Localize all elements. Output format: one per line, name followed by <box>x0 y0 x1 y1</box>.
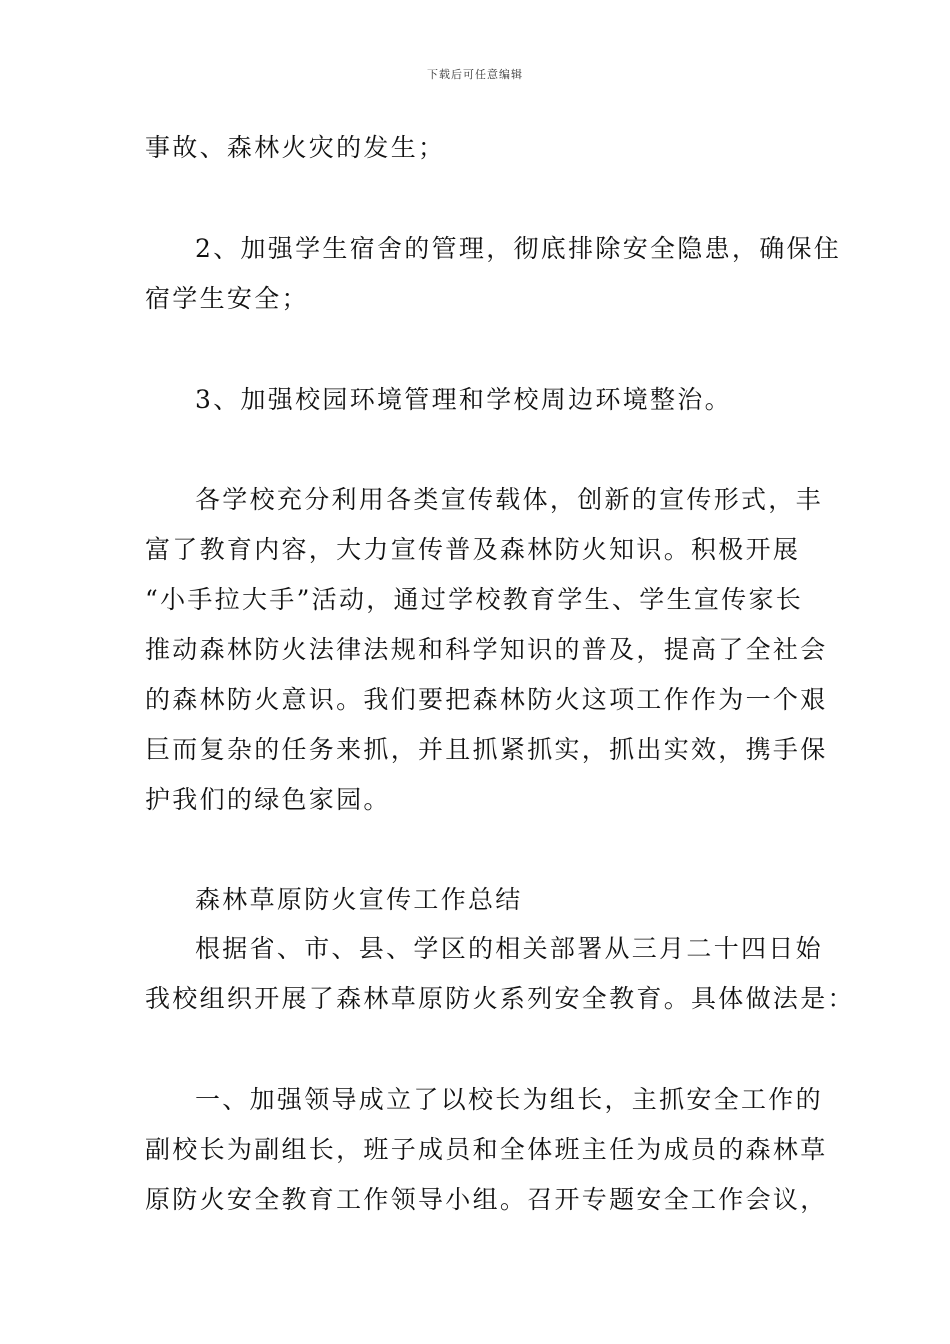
text-line: 富了教育内容，大力宣传普及森林防火知识。积极开展 <box>145 535 801 564</box>
text-line: 护我们的绿色家园。 <box>145 785 391 814</box>
text-line: 根据省、市、县、学区的相关部署从三月二十四日始 <box>195 934 823 963</box>
text-line: “小手拉大手”活动，通过学校教育学生、学生宣传家长 <box>145 585 804 614</box>
text-line: 事故、森林火灾的发生； <box>145 133 446 162</box>
page-header-note: 下载后可任意编辑 <box>427 68 523 81</box>
text-line: 我校组织开展了森林草原防火系列安全教育。具体做法是： <box>145 984 855 1013</box>
text-line: 原防火安全教育工作领导小组。召开专题安全工作会议， <box>145 1185 828 1214</box>
text-line: 宿学生安全； <box>145 284 309 313</box>
text-line: 巨而复杂的任务来抓，并且抓紧抓实，抓出实效，携手保 <box>145 735 828 764</box>
text-line: 各学校充分利用各类宣传载体，创新的宣传形式，丰 <box>195 485 823 514</box>
text-line: 一、加强领导成立了以校长为组长，主抓安全工作的 <box>195 1085 823 1114</box>
text-line: 副校长为副组长，班子成员和全体班主任为成员的森林草 <box>145 1135 828 1164</box>
section-title: 森林草原防火宣传工作总结 <box>195 885 523 914</box>
text-line: 2、加强学生宿舍的管理，彻底排除安全隐患，确保住 <box>195 234 842 263</box>
text-line: 推动森林防火法律法规和科学知识的普及，提高了全社会 <box>145 635 828 664</box>
text-line: 的森林防火意识。我们要把森林防火这项工作作为一个艰 <box>145 685 828 714</box>
text-line: 3、加强校园环境管理和学校周边环境整治。 <box>195 385 732 414</box>
